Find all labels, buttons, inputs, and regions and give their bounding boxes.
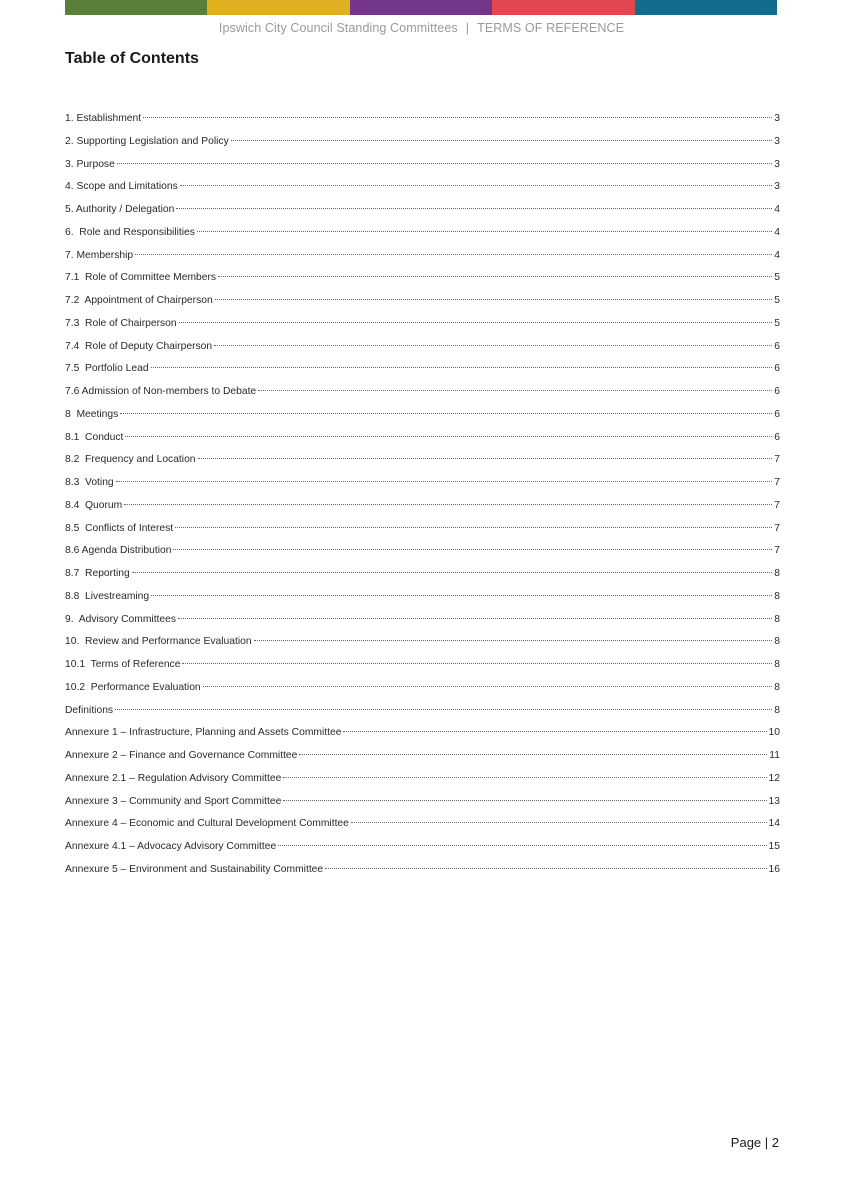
- toc-entry-page: 8: [774, 681, 780, 693]
- toc-entry-label: Annexure 2 – Finance and Governance Committee: [65, 750, 298, 761]
- color-band-segment: [492, 0, 634, 15]
- toc-entry-label: 10.2 Performance Evaluation: [65, 681, 201, 693]
- toc-entry-page: 11: [769, 750, 780, 761]
- toc-entry-page: 5: [774, 272, 780, 284]
- toc-leader-dots: [215, 299, 773, 300]
- toc-leader-dots: [231, 140, 773, 141]
- toc-leader-dots: [173, 549, 772, 550]
- toc-entry[interactable]: [65, 295, 780, 318]
- toc-entry-page: 7: [774, 499, 780, 511]
- toc-entry-page: 6: [774, 408, 780, 420]
- toc-entry-page: 3: [774, 135, 780, 147]
- toc-entry[interactable]: [65, 477, 780, 500]
- toc-entry-label: 8.7 Reporting: [65, 568, 130, 579]
- toc-leader-dots: [178, 618, 772, 619]
- toc-entry-page: 3: [774, 113, 780, 124]
- toc-leader-dots: [175, 527, 772, 528]
- toc-leader-dots: [343, 731, 766, 732]
- toc-leader-dots: [179, 322, 773, 323]
- toc-entry-label: 7.5 Portfolio Lead: [65, 363, 149, 375]
- toc-entry[interactable]: [65, 250, 780, 273]
- toc-entry-page: 4: [774, 249, 780, 261]
- header-separator: |: [465, 21, 470, 35]
- toc-entry-label: 7.2 Appointment of Chairperson: [65, 295, 213, 306]
- toc-entry-page: 5: [774, 317, 780, 329]
- toc-leader-dots: [176, 208, 772, 209]
- toc-entry[interactable]: [65, 432, 780, 455]
- color-band-segment: [207, 0, 349, 15]
- toc-entry-page: 4: [774, 204, 780, 215]
- toc-entry-page: 6: [774, 363, 780, 375]
- toc-entry-label: 5. Authority / Delegation: [65, 204, 175, 215]
- toc-entry-label: 8.2 Frequency and Location: [65, 454, 196, 466]
- toc-entry[interactable]: [65, 318, 780, 341]
- toc-entry-label: Annexure 4 – Economic and Cultural Development Committee: [65, 818, 349, 830]
- toc-entry-page: 13: [768, 795, 780, 807]
- toc-leader-dots: [299, 754, 767, 755]
- toc-leader-dots: [197, 231, 772, 232]
- toc-entry-label: Annexure 1 – Infrastructure, Planning and Assets Committee: [65, 727, 342, 739]
- toc-entry-page: 8: [774, 568, 780, 579]
- council-name: Ipswich City Council Standing Committees: [218, 21, 458, 35]
- toc-entry-label: 8.3 Voting: [65, 477, 114, 488]
- toc-entry-page: 7: [774, 522, 780, 534]
- toc-entry[interactable]: [65, 614, 780, 637]
- toc-entry-label: 4. Scope and Limitations: [65, 181, 178, 193]
- toc-leader-dots: [214, 345, 772, 346]
- toc-entry-label: 8 Meetings: [65, 408, 119, 420]
- document-type: TERMS OF REFERENCE: [477, 21, 625, 35]
- toc-entry[interactable]: [65, 841, 780, 864]
- toc-entry-label: 2. Supporting Legislation and Policy: [65, 135, 229, 147]
- toc-entry-page: 7: [774, 545, 780, 557]
- toc-entry-page: 7: [774, 477, 780, 488]
- toc-leader-dots: [124, 504, 772, 505]
- toc-entry-label: 7.4 Role of Deputy Chairperson: [65, 340, 213, 352]
- toc-leader-dots: [283, 777, 766, 778]
- toc-entry-label: Definitions: [65, 704, 114, 716]
- header-color-band: [65, 0, 777, 15]
- toc-entry-page: 8: [774, 590, 780, 602]
- toc-entry-label: 7. Membership: [65, 249, 134, 261]
- toc-entry-page: 8: [774, 704, 780, 716]
- toc-entry[interactable]: [65, 136, 780, 159]
- toc-leader-dots: [117, 163, 772, 164]
- toc-entry-label: 10.1 Terms of Reference: [65, 659, 181, 670]
- toc-entry[interactable]: [65, 204, 780, 227]
- toc-entry[interactable]: [65, 113, 780, 136]
- toc-leader-dots: [125, 436, 772, 437]
- toc-entry-page: 4: [774, 226, 780, 238]
- page-header: [0, 21, 843, 35]
- toc-leader-dots: [151, 367, 773, 368]
- toc-entry-page: 6: [774, 431, 780, 443]
- toc-entry-label: 7.6 Admission of Non-members to Debate: [65, 386, 257, 397]
- toc-leader-dots: [151, 595, 772, 596]
- toc-leader-dots: [116, 481, 773, 482]
- toc-entry-label: 1. Establishment: [65, 113, 142, 124]
- toc-entry-label: 6. Role and Responsibilities: [65, 226, 195, 238]
- toc-entry[interactable]: [65, 454, 780, 477]
- toc-entry-label: Annexure 4.1 – Advocacy Advisory Committee: [65, 841, 277, 852]
- toc-entry-page: 12: [768, 772, 780, 784]
- toc-leader-dots: [143, 117, 772, 118]
- toc-entry-page: 3: [774, 158, 780, 170]
- toc-title: Table of Contents: [65, 50, 199, 67]
- toc-entry-page: 8: [774, 613, 780, 625]
- toc-entry[interactable]: [65, 568, 780, 591]
- toc-entry[interactable]: [65, 386, 780, 409]
- toc-entry-page: 8: [774, 636, 780, 648]
- toc-entry-label: Annexure 5 – Environment and Sustainability Committee: [65, 863, 324, 875]
- toc-leader-dots: [132, 572, 773, 573]
- toc-entry-page: 10: [768, 727, 780, 739]
- toc-entry[interactable]: [65, 409, 780, 432]
- toc-entry-page: 5: [774, 295, 780, 306]
- toc-entry-label: 7.3 Role of Chairperson: [65, 317, 177, 329]
- toc-entry-page: 8: [774, 659, 780, 670]
- toc-entry-label: Annexure 3 – Community and Sport Committee: [65, 795, 282, 807]
- toc-entry-label: 8.4 Quorum: [65, 499, 123, 511]
- toc-leader-dots: [198, 458, 773, 459]
- toc-entry-label: 8.6 Agenda Distribution: [65, 545, 172, 557]
- toc-entry[interactable]: [65, 159, 780, 182]
- toc-entry[interactable]: [65, 682, 780, 705]
- toc-entry[interactable]: [65, 523, 780, 546]
- color-band-segment: [350, 0, 492, 15]
- table-of-contents: [65, 113, 780, 887]
- toc-leader-dots: [254, 640, 773, 641]
- toc-leader-dots: [135, 254, 772, 255]
- toc-entry[interactable]: [65, 636, 780, 659]
- page-number: Page | 2: [730, 1135, 779, 1150]
- toc-entry-page: 7: [774, 454, 780, 466]
- toc-entry-page: 3: [774, 181, 780, 193]
- toc-entry-label: 8.1 Conduct: [65, 431, 124, 443]
- toc-entry-label: 8.5 Conflicts of Interest: [65, 522, 174, 534]
- toc-leader-dots: [351, 822, 767, 823]
- toc-entry[interactable]: [65, 773, 780, 796]
- toc-entry-label: 9. Advisory Committees: [65, 613, 177, 625]
- toc-leader-dots: [278, 845, 766, 846]
- toc-entry[interactable]: [65, 659, 780, 682]
- toc-entry[interactable]: [65, 727, 780, 750]
- toc-leader-dots: [120, 413, 772, 414]
- toc-entry-label: 7.1 Role of Committee Members: [65, 272, 217, 284]
- toc-entry-label: 10. Review and Performance Evaluation: [65, 636, 252, 648]
- toc-entry-page: 16: [768, 863, 780, 875]
- toc-entry-label: 3. Purpose: [65, 158, 115, 170]
- color-band-segment: [65, 0, 207, 15]
- toc-entry[interactable]: [65, 363, 780, 386]
- toc-entry[interactable]: [65, 272, 780, 295]
- toc-entry[interactable]: [65, 750, 780, 773]
- toc-leader-dots: [182, 663, 772, 664]
- toc-entry[interactable]: [65, 864, 780, 887]
- toc-entry-page: 6: [774, 340, 780, 352]
- toc-entry[interactable]: [65, 545, 780, 568]
- toc-entry[interactable]: [65, 227, 780, 250]
- toc-entry[interactable]: [65, 181, 780, 204]
- toc-leader-dots: [218, 276, 772, 277]
- toc-leader-dots: [180, 185, 773, 186]
- toc-entry[interactable]: [65, 818, 780, 841]
- toc-entry-page: 6: [774, 386, 780, 397]
- toc-entry[interactable]: [65, 705, 780, 728]
- toc-entry[interactable]: [65, 341, 780, 364]
- toc-entry-page: 15: [768, 841, 780, 852]
- toc-entry-label: Annexure 2.1 – Regulation Advisory Committee: [65, 772, 282, 784]
- toc-entry-page: 14: [768, 818, 780, 830]
- toc-leader-dots: [283, 800, 766, 801]
- toc-leader-dots: [203, 686, 773, 687]
- color-band-segment: [635, 0, 777, 15]
- toc-leader-dots: [115, 709, 772, 710]
- toc-entry[interactable]: [65, 591, 780, 614]
- toc-entry[interactable]: [65, 796, 780, 819]
- toc-entry[interactable]: [65, 500, 780, 523]
- toc-entry-label: 8.8 Livestreaming: [65, 590, 150, 602]
- toc-leader-dots: [258, 390, 772, 391]
- toc-leader-dots: [325, 868, 766, 869]
